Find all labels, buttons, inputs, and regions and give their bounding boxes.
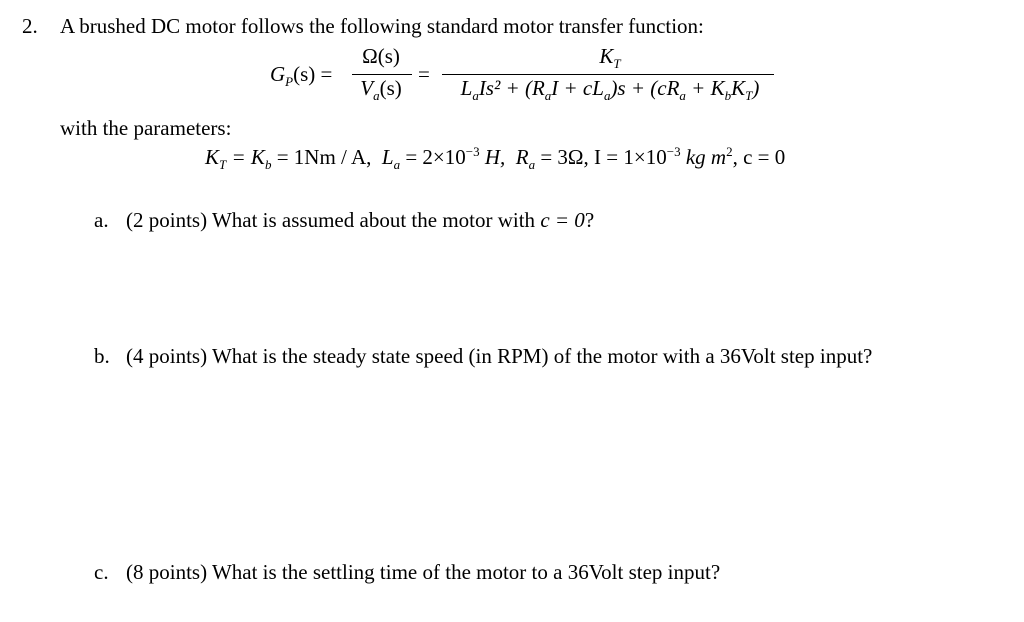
fraction-2-bar — [442, 74, 774, 75]
question-a-text: (2 points) What is assumed about the motor with — [126, 208, 541, 232]
fraction-2-numerator: $K_T$ — [599, 44, 621, 72]
question-a — [94, 208, 594, 233]
formula-equals: = — [418, 62, 430, 86]
question-c-letter: c. — [94, 560, 109, 584]
fraction-1-denominator: $V_a(s)$ — [360, 76, 402, 104]
fraction-2-denominator: $L_aIs^2 + (R_aI + cL_a)s + (cR_a + K_bK_T)$ — [460, 76, 760, 104]
question-a-tail: ? — [584, 208, 595, 232]
fraction-1-numerator: Ω(s) — [362, 44, 400, 68]
question-a-math: c = 0 — [540, 208, 585, 232]
question-c-text: (8 points) What is the settling time of the motor to a 36Volt step input? — [126, 560, 721, 584]
question-b — [94, 344, 872, 369]
question-b-letter: b. — [94, 344, 110, 368]
fraction-1-bar — [352, 74, 412, 75]
parameters-label: with the parameters: — [60, 116, 232, 140]
formula-lhs: $G_P(s)$ = — [270, 62, 333, 90]
transfer-function-formula — [270, 44, 790, 118]
question-a-letter: a. — [94, 208, 109, 232]
question-c — [94, 560, 720, 585]
parameters-line: $K_T = K_b = 1Nm / A$, $L_a = 2\times 10^{-3}$ H, $R_a = 3\Omega$, $I = 1\times 10^{-3}$ kg $m^2$, c = 0 — [205, 144, 786, 173]
problem-intro: A brushed DC motor follows the following standard motor transfer function: — [60, 14, 704, 38]
problem-number: 2. — [22, 14, 38, 38]
question-b-text: (4 points) What is the steady state speed (in RPM) of the motor with a 36Volt step input? — [126, 344, 873, 368]
